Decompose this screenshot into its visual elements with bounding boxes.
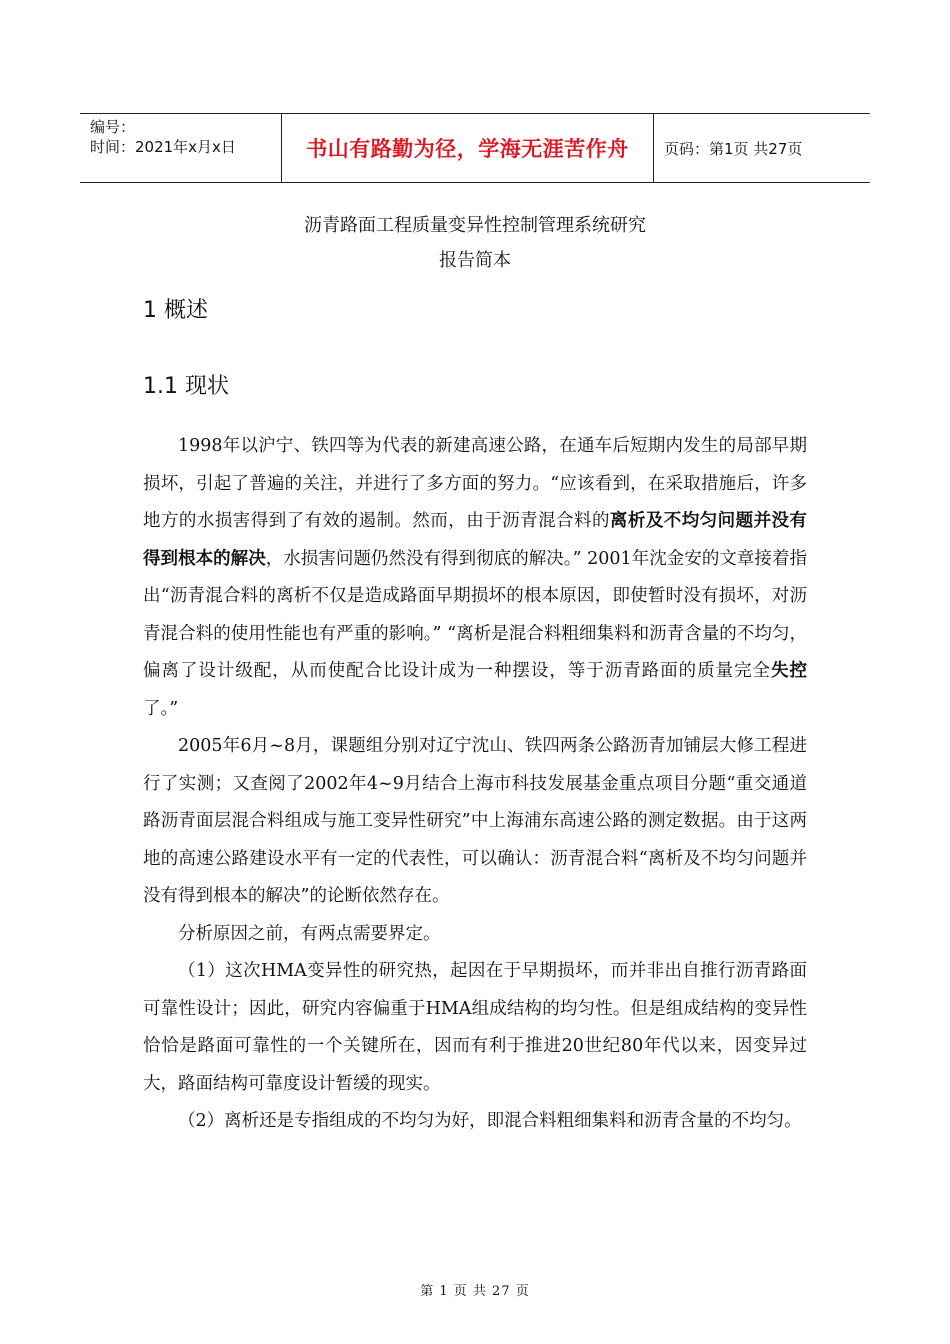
paragraph-1-bold-2: 失控: [771, 661, 808, 681]
document-subtitle: 报告简本: [439, 250, 511, 271]
paragraph-5: （2）离析还是专指组成的不均匀为好，即混合料粗细集料和沥青含量的不均匀。: [178, 1111, 802, 1131]
header-meta: [80, 114, 282, 182]
paragraph-1-part-b: ，水损害问题仍然没有得到彻底的解决。” 2001年沈金安的文章接着指出“沥青混合料的离析不仅是造成路面早期损坏的根本原因，即使暂时没有损坏，对沥青混合料的使用性能也有严重的影响。” “离析是混合料粗细集料和沥青含量的不均匀，偏离了设计级配，从而使配合比设计成为一种摆设，等于沥青路面的质量完全: [143, 548, 807, 681]
time-label: 时间：2021年x月x日: [90, 138, 236, 156]
paragraph-1-part-a: 1998年以沪宁、铁四等为代表的新建高速公路，在通车后短期内发生的局部早期损坏，引起了普遍的关注，并进行了多方面的努力。“应该看到，在采取措施后，许多地方的水损害得到了有效的遏制。然而，由于沥青混合料的: [143, 436, 807, 531]
page-footer: 第 1 页 共 27 页: [420, 1284, 530, 1299]
paragraph-4: （1）这次HMA变异性的研究热，起因在于早期损坏，而并非出自推行沥青路面可靠性设计；因此，研究内容偏重于HMA组成结构的均匀性。但是组成结构的变异性恰恰是路面可靠性的一个关键所在，因而有利于推进20世纪80年代以来，因变异过大，路面结构可靠度设计暂缓的现实。: [143, 961, 807, 1094]
section-heading-1: 1 概述: [143, 298, 208, 323]
paragraph-1-bold: 离析及不均匀问题并没有得到根本的解决: [143, 511, 808, 569]
document-header: [80, 113, 870, 183]
paragraph-1-part-c: 了。”: [143, 698, 179, 719]
document-title: 沥青路面工程质量变异性控制管理系统研究: [304, 215, 646, 236]
number-label: 编号：: [90, 118, 136, 136]
section-heading-1-1: 1.1 现状: [143, 374, 229, 399]
paragraph-2: 2005年6月~8月，课题组分别对辽宁沈山、铁四两条公路沥青加铺层大修工程进行了实测；又查阅了2002年4~9月结合上海市科技发展基金重点项目分题“重交通道路沥青面层混合料组成与施工变异性研究”中上海浦东高速公路的测定数据。由于这两地的高速公路建设水平有一定的代表性，可以确认：沥青混合料“离析及不均匀问题并没有得到根本的解决”的论断依然存在。: [143, 736, 807, 906]
body-text: [143, 428, 807, 1141]
header-motto: 书山有路勤为径，学海无涯苦作舟: [282, 114, 654, 182]
paragraph-1: [143, 428, 807, 728]
paragraph-3: 分析原因之前，有两点需要界定。: [178, 923, 441, 944]
header-page-info: 页码：第1页 共27页: [664, 139, 803, 158]
